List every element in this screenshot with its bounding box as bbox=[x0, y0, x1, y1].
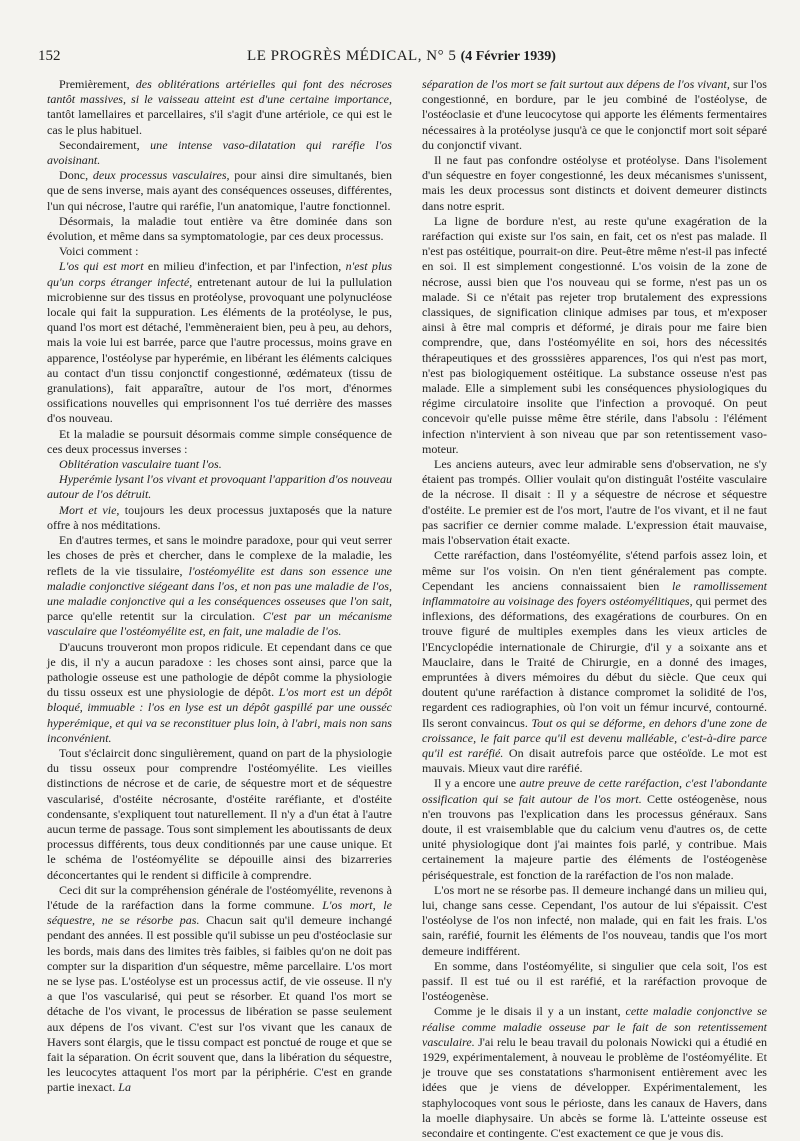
paragraph bbox=[47, 244, 392, 259]
text-run: qui permet des inflexions, des déformations, des exagérations de courbures. On en trouve figuré de multiples exemples dans les vieux articles de l'Encyclopédie internationale de Chirurgie, d'il y a soixante ans et Mauclaire, dans le Traité de Chirurgie, en a donné des images, empruntées à divers mémoires du début du siècle. Que ceux qui doutent qu'une raréfaction à distance compromet la solidité de l'os, regardent ces radiographies, où l'on voit un fémur incurvé, contourné. Ils seront convaincus. bbox=[422, 593, 767, 730]
italic-text: l'ostéomyélite est dans son essence une maladie conjonctive siégeant dans l'os, et non pas une maladie de l'os, une maladie conjonctive qui a les conséquences osseuses que l'on sait, bbox=[47, 563, 392, 608]
paragraph bbox=[47, 533, 392, 639]
italic-text: Hyperémie lysant l'os vivant et provoquant l'apparition d'os nouveau autour de l'os détruit. bbox=[47, 472, 392, 502]
paragraph bbox=[47, 214, 392, 244]
italic-text: n'est plus qu'un corps étranger infecté, bbox=[47, 259, 393, 289]
text-run: Tout s'éclaircit donc singulièrement, quand on part de la physiologie du tissu osseux pour comprendre l'ostéomyélite. Les vieilles distinctions de nécrose et de carie, de séquestre mort et de séquestre vascularisé, d'ostéite nécrosante, d'ostéite raréfiante, et d'ostéite condensante, s'expliquent tout naturellement. Il n'y a d'un état à l'autre aucun terme de passage. Tous sont simplement les aboutissants de deux processus différents, tous deux conditionnés par une cause unique. Et le schéma de l'ostéomyélite se dépouille ainsi des bizarreries déconcertantes qui le rendent si difficile à comprendre. bbox=[47, 745, 392, 882]
italic-text: La bbox=[118, 1080, 131, 1095]
italic-text: L'os qui est mort bbox=[59, 259, 144, 274]
text-run: Comme je le disais il y a un instant, bbox=[434, 1004, 626, 1019]
italic-text: séparation de l'os mort se fait surtout aux dépens de l'os vivant, bbox=[422, 77, 730, 91]
text-run: Premièrement, bbox=[59, 77, 136, 91]
paragraph bbox=[47, 77, 392, 138]
text-run: toujours les deux processus juxtaposés que la nature offre à nos méditations. bbox=[47, 502, 392, 532]
text-run: Voici comment : bbox=[59, 244, 139, 259]
text-run: Chacun sait qu'il demeure inchangé pendant des années. Il est possible qu'il subisse un peu d'ostéoclasie sur les bords, mais dans des limites très faibles, si faibles qu'on ne doit pas compter sur la disparition d'un séquestre, même parcellaire. L'os mort ne se lyse pas. L'ostéolyse est un processus actif, de vie osseuse. Il n'y a que l'os vascularisé, qui peut se résorber. Et quand l'os mort se détache de l'os vivant, le processus de libération se passe seulement aux dépens de l'os vivant. C'est sur l'os vivant que les canaux de Havers sont élargis, que le tissu compact est ponctué de rouge et que se fait la séparation. On écrit souvent que, dans la libération du séquestre, les leucocytes attaquent l'os mort par la périphérie. C'est en grande partie inexact. bbox=[47, 913, 392, 1095]
paragraph bbox=[47, 472, 392, 502]
text-run: On disait autrefois parce que ostéoïde. Le mot est mauvais. Mieux vaut dire raréfié. bbox=[422, 745, 767, 776]
text-run: tantôt lamellaires et parcellaires, s'il s'agit d'une artériole, ce qui est le cas le plus habituel. bbox=[47, 107, 392, 137]
italic-text: autre preuve de cette raréfaction, c'est l'abondante ossification qui se fait autour de l'os mort. bbox=[422, 776, 768, 806]
running-title bbox=[38, 46, 765, 67]
text-run: Cette ostéogenèse, nous n'en trouvons pas l'explication dans les processus généraux. Sans doute, il est vraisemblable que du calcium venu d'autres os, de cette unité physiologique dont j'ai maintes fois parlé, y contribue. Mais certainement la majeure partie des éléments de l'ostéogenèse périséquestrale, est fonction de la raréfaction de l'os non malade. bbox=[422, 791, 767, 882]
text-run: sur l'os congestionné, en bordure, par le jeu combiné de l'ostéolyse, de l'ostéoclasie et d'une leucocytose qui apporte les éléments fermentaires nécessaires à la protéolyse jusqu'à ce que le conjonctif mort soit séparé du conjonctif vivant. bbox=[422, 77, 767, 152]
italic-text: le ramollissement inflammatoire au voisinage des foyers ostéomyélitiques, bbox=[422, 578, 767, 608]
text-run: Donc, bbox=[59, 168, 93, 183]
text-run: Les anciens auteurs, avec leur admirable sens d'observation, ne s'y étaient pas trompés. Ollier voulait qu'on distinguât l'ostéite vasculaire de la nécrose. Il disait : Il y a séquestre de nécrose et séquestre d'ostéite. Le premier est de l'os mort, l'autre de l'os vivant, et il ne faut pas sacrifier ce dernier comme malade. L'expression était mauvaise, mais l'observation était exacte. bbox=[422, 457, 767, 548]
italic-text: une intense vaso-dilatation qui raréfie l'os avoisinant. bbox=[47, 137, 392, 168]
text-run: Ceci dit sur la compréhension générale de l'ostéomyélite, revenons à l'étude de la raréfaction dans la forme commune. bbox=[47, 882, 392, 912]
paragraph bbox=[422, 883, 767, 959]
paragraph bbox=[422, 1004, 767, 1141]
right-column bbox=[422, 77, 768, 1141]
italic-text: Mort et vie, bbox=[59, 502, 120, 517]
paragraph bbox=[422, 214, 767, 457]
text-run: J'ai relu le beau travail du polonais Nowicki qui a étudié en 1929, expérimentalement, à nouveau le problème de l'ostéomyélite. Et je trouve que ses constatations s'harmonisent entièrement avec les idées que je viens de développer. Expérimentalement, les staphylocoques vont sous le périoste, dans les canaux de Havers, dans la moelle diaphysaire. Un abcès se forme là. L'atteinte osseuse est secondaire et contingente. C'est exactement ce que je vous dis. bbox=[422, 1034, 767, 1141]
paragraph bbox=[422, 959, 767, 1005]
paragraph bbox=[422, 153, 767, 214]
journal-name: LE PROGRÈS MÉDICAL, bbox=[247, 48, 422, 64]
paragraph bbox=[47, 746, 392, 883]
paragraph bbox=[47, 138, 392, 168]
paragraph bbox=[422, 548, 767, 776]
text-run: Cette raréfaction, dans l'ostéomyélite, s'étend parfois assez loin, et même sur l'os voisin. On n'en tient généralement pas compte. Cependant les anciens connaissaient bien bbox=[422, 548, 767, 593]
text-run: Et la maladie se poursuit désormais comme simple conséquence de ces deux processus inverses : bbox=[47, 426, 392, 456]
text-run: entretenant autour de lui la pullulation microbienne sur des tissus en protéolyse, provoquant une polynucléose locale qui fait la suppuration. Les éléments de la protéolyse, le pus, quand l'os mort est détaché, l'emmèneraient bien, peu à peu, au dehors, mais la voie lui est barrée, parce que l'autre processus, moins grave en apparence, l'ostéolyse par hyperémie, en libérant les éléments calciques au contact d'un tissu conjonctif congestionné, œdémateux (tissu de granulations), fait apparaître, autour de l'os mort, d'énormes ossifications nouvelles qui emprisonnent l'os tué derrière des masses d'os nouveau. bbox=[47, 274, 392, 426]
paragraph bbox=[47, 640, 392, 746]
text-run: L'os mort ne se résorbe pas. Il demeure inchangé dans un milieu qui, lui, change sans cesse. Cependant, l'os autour de lui s'épaissit. C'est l'ostéolyse de l'os non infecté, non malade, qui en fait les frais. L'os sain, raréfié, fournit les éléments de l'os nouveau, tandis que l'os mort demeure indifférent. bbox=[422, 882, 767, 958]
italic-text: deux processus vasculaires, bbox=[92, 168, 230, 183]
italic-text: L'os mort, le séquestre, ne se résorbe pas. bbox=[47, 897, 392, 928]
paragraph bbox=[422, 457, 767, 548]
text-run: parce qu'elle retentit sur la circulation. bbox=[47, 609, 263, 624]
text-run: Il y a encore une bbox=[434, 776, 520, 791]
italic-text: Tout os qui se déforme, en dehors d'une zone de croissance, le fait parce qu'il est devenu malléable, c'est-à-dire parce qu'il est raréfié. bbox=[422, 715, 767, 760]
paragraph bbox=[47, 427, 392, 457]
italic-text: C'est par un mécanisme vasculaire que l'ostéomyélite est, en fait, une maladie de l'os. bbox=[47, 609, 393, 639]
italic-text: des oblitérations artérielles qui font des nécroses tantôt massives, si le vaisseau atteint est d'une certaine importance, bbox=[47, 77, 392, 107]
text-run: Secondairement, bbox=[59, 137, 151, 152]
text-run: La ligne de bordure n'est, au reste qu'une exagération de la raréfaction qui existe sur l'os sain, en fait, cet os n'est pas malade. Il n'est pas ostéitique, pourrait-on dire. Peut-être même n'est-il pas infecté en soi. Il est simplement congestionné. L'os voisin de la zone de nécrose, aussi bien que l'os nouveau qui se forme, n'est pas un os malade. Si ce n'était pas rejeter trop brutalement des expressions classiques, de signification clinique admises par tous, et m'exposer ainsi à être mal compris et déformé, je dirais pour me faire bien comprendre, que, dans l'ostéomyélite en soi, hors des nécessités thérapeutiques et des grosssières apparences, l'os qui n'est pas mort, n'est pas biologiquement ostéitique. La substance osseuse n'est pas malade. Elle a simplement subi les conséquences physiologiques du régime circulatoire insolite que l'infection a provoqué. On peut concevoir qu'elle puisse même être stérile, dans l'absolu : l'élément infection n'intervient à son niveau que par son retentissement vaso-moteur. bbox=[422, 213, 767, 456]
issue-number: N° 5 bbox=[426, 48, 457, 64]
paragraph bbox=[47, 883, 392, 1096]
issue-date: (4 Février 1939) bbox=[460, 49, 556, 64]
paragraph bbox=[47, 457, 392, 472]
text-run: En somme, dans l'ostéomyélite, si singulier que cela soit, l'os est passif. Il est tué ou il est raréfié, et la raréfaction provoque de l'ostéogenèse. bbox=[422, 958, 767, 1004]
left-column bbox=[47, 77, 393, 1095]
paragraph bbox=[422, 77, 767, 153]
page-header bbox=[38, 46, 765, 66]
text-run: Il ne faut pas confondre ostéolyse et protéolyse. Dans l'isolement d'un séquestre en foyer congestionné, les deux mécanismes s'unissent, mais les deux processus sont distincts et doivent demeurer distincts dans notre esprit. bbox=[422, 153, 767, 213]
paragraph bbox=[47, 168, 392, 214]
italic-text: cette maladie conjonctive se réalise comme maladie osseuse par le fait de son retentissement vasculaire. bbox=[422, 1004, 768, 1049]
text-run: D'aucuns trouveront mon propos ridicule. Et cependant dans ce que je dis, il n'y a aucun paradoxe : les choses sont ainsi, parce que la pathologie osseuse est une pathologie de dépôt comme la physiologie du tissu osseux est une physiologie de dépôt. bbox=[47, 639, 392, 700]
paragraph bbox=[47, 503, 392, 533]
text-run: pour ainsi dire simultanés, bien que de sens inverse, mais ayant des conséquences osseuses, différentes, l'un qui nécrose, l'autre qui raréfie, l'un anatomique, l'autre fonctionnel. bbox=[47, 168, 392, 213]
page-number: 152 bbox=[38, 48, 61, 64]
text-run: En d'autres termes, et sans le moindre paradoxe, pour qui veut serrer les choses de près et chercher, dans le complexe de la maladie, les reflets de la vie tissulaire, bbox=[47, 533, 392, 578]
paragraph bbox=[47, 259, 392, 426]
text-run: en milieu d'infection, et par l'infection, bbox=[143, 259, 346, 274]
italic-text: L'os mort est un dépôt bloqué, immuable : l'os en lyse est un dépôt gaspillé par une ousséc hyperémique, et qui va se reconstituer plus loin, à l'abri, mais non sans inconvénient. bbox=[47, 685, 392, 745]
paragraph bbox=[422, 776, 767, 882]
italic-text: Oblitération vasculaire tuant l'os. bbox=[59, 457, 222, 472]
text-run: Désormais, la maladie tout entière va être dominée dans son évolution, et même dans sa symptomatologie, par ces deux processus. bbox=[47, 213, 392, 244]
